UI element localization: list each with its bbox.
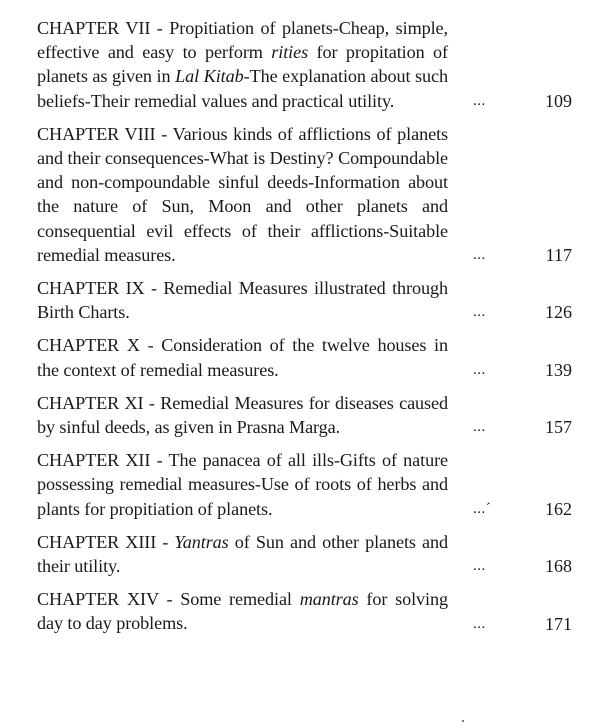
chapter-label: CHAPTER X — [37, 335, 140, 356]
page-number: 109 — [545, 90, 572, 111]
page-number: 171 — [545, 613, 572, 634]
entry-text: CHAPTER XI - Remedial Measures for diseases caused by sinful deeds, as given in Prasna Marga. — [37, 392, 448, 438]
entry-text: CHAPTER VIII - Various kinds of afflictions of planets and their consequences-What is Destiny? Compoundable and non-compoundable sinful deeds-Information about the nature of Sun, Moon and other planets and consequential evil effects of their afflictions-Suitable remedial measures. — [37, 123, 448, 265]
page-number: 126 — [545, 302, 572, 323]
chapter-label: CHAPTER XIII — [37, 531, 157, 552]
toc-entry-chapter-8 — [37, 122, 577, 267]
toc-entry-chapter-12 — [37, 448, 577, 521]
entry-text: CHAPTER X - Consideration of the twelve houses in the context of remedial measures. — [37, 335, 448, 380]
toc-entry-chapter-11 — [37, 391, 577, 439]
toc-entry-chapter-10 — [37, 333, 577, 381]
toc-entry-chapter-7 — [37, 16, 577, 113]
dot-leader: ... — [473, 247, 486, 264]
chapter-label: CHAPTER IX — [37, 278, 145, 299]
page-number: 157 — [545, 417, 572, 438]
dot-leader: ... — [473, 558, 486, 575]
toc-entry-chapter-9 — [37, 276, 577, 324]
entry-text: CHAPTER IX - Remedial Measures illustrated through Birth Charts. — [37, 278, 448, 323]
page-number: 162 — [545, 498, 572, 519]
dot-leader: ...´ — [473, 500, 492, 517]
toc-entry-chapter-14 — [37, 587, 577, 635]
entry-text: CHAPTER XIII - Yantras of Sun and other planets and their utility. — [37, 531, 448, 577]
dot-leader: ... — [473, 92, 486, 109]
table-of-contents — [37, 16, 577, 645]
page-number: 168 — [545, 556, 572, 577]
page-number: 139 — [545, 359, 572, 380]
chapter-label: CHAPTER XIV — [37, 589, 159, 610]
chapter-label: CHAPTER XII — [37, 450, 151, 471]
entry-text: CHAPTER XII - The panacea of all ills-Gifts of nature possessing remedial measures-Use of roots of herbs and plants for propitiation of planets. — [37, 450, 448, 519]
chapter-label: CHAPTER VII — [37, 18, 151, 38]
dot-leader: ... — [473, 361, 486, 378]
entry-text: CHAPTER XIV - Some remedial mantras for solving day to day problems. — [37, 589, 448, 634]
dot-leader: ... — [473, 304, 486, 321]
dot-leader: ... — [473, 419, 486, 436]
entry-text: CHAPTER VII - Propitiation of planets-Cheap, simple, effective and easy to perform rities for propitation of planets as given in Lal Kitab-The explanation about such beliefs-Their remedial values and practical utility. — [37, 18, 448, 111]
chapter-label: CHAPTER VIII — [37, 123, 156, 144]
chapter-label: CHAPTER XI — [37, 392, 144, 413]
toc-entry-chapter-13 — [37, 530, 577, 578]
page-number: 117 — [545, 245, 572, 266]
scan-speck — [462, 720, 464, 722]
dot-leader: ... — [473, 615, 486, 632]
